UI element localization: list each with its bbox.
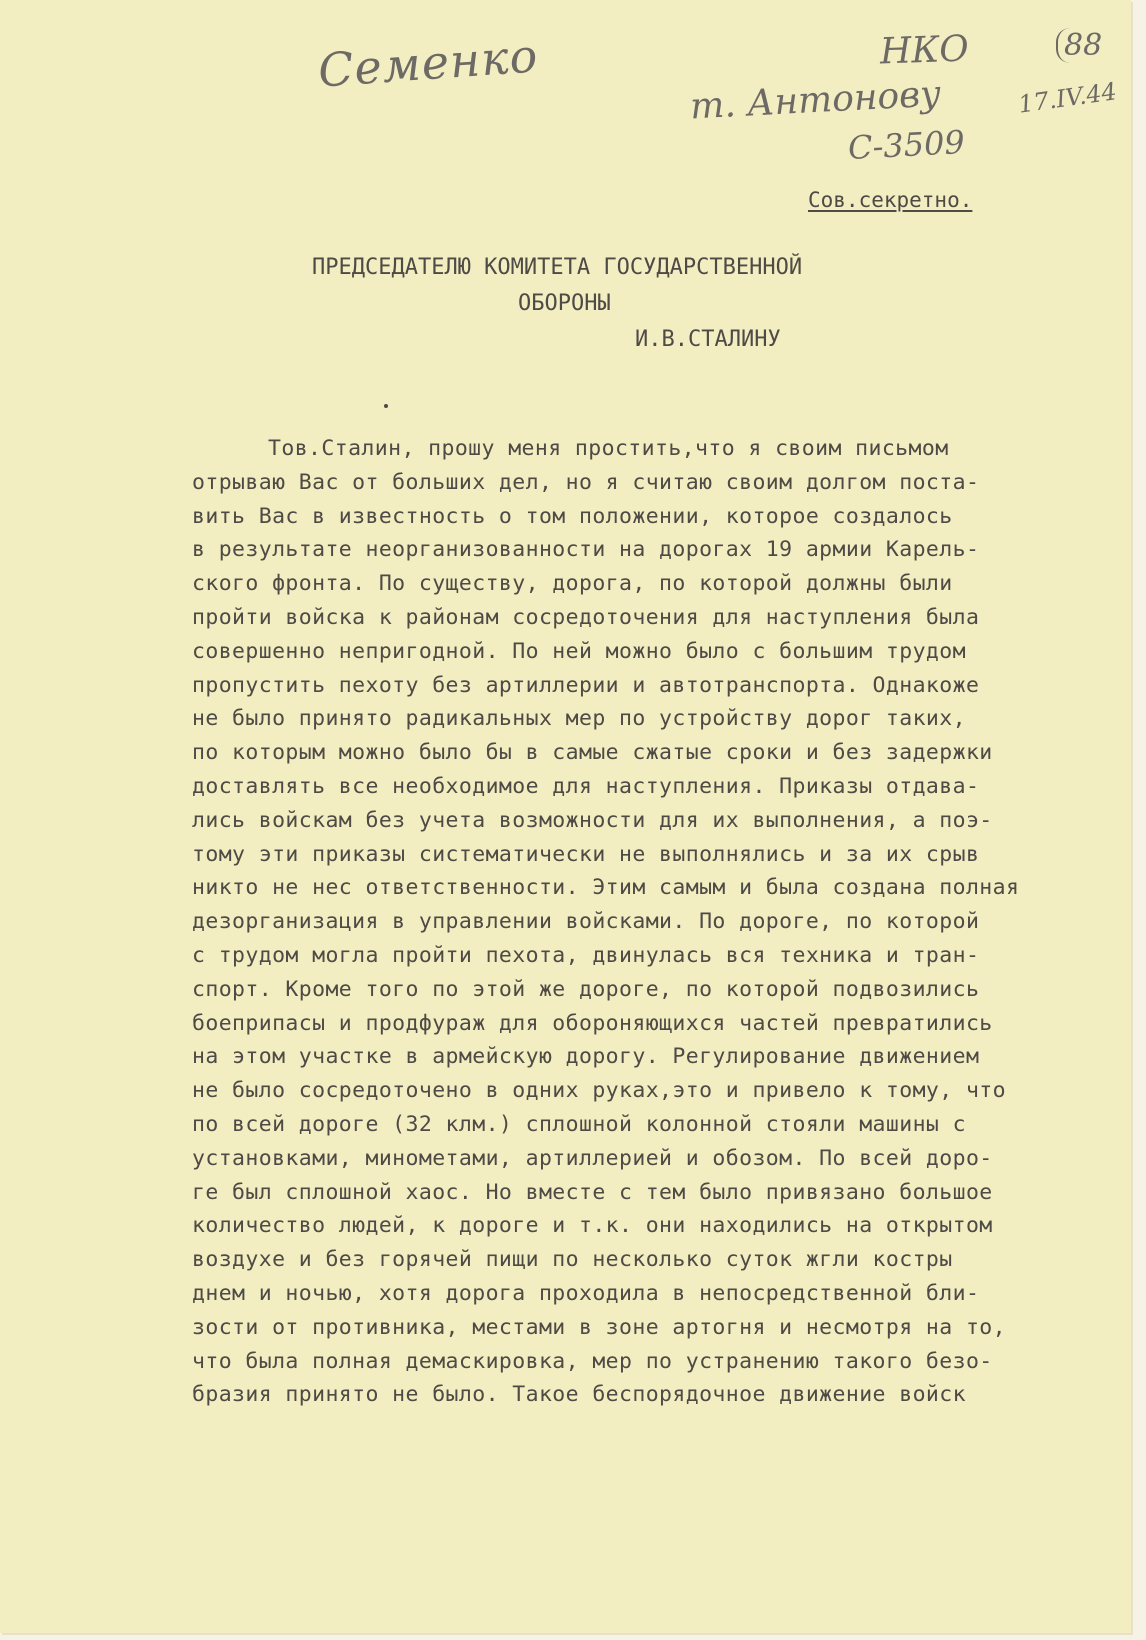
body-line: пройти войска к районам сосредоточения для наступления была bbox=[192, 604, 980, 630]
body-line: никто не нес ответственности. Этим самым и была создана полная bbox=[192, 875, 1020, 901]
body-line: ского фронта. По существу, дорога, по которой должны были bbox=[192, 571, 953, 597]
body-line: по всей дороге (32 клм.) сплошной колонной стояли машины с bbox=[192, 1111, 966, 1137]
stray-ink-dot bbox=[384, 404, 388, 408]
body-line: дезорганизация в управлении войсками. По дороге, по которой bbox=[192, 909, 980, 935]
body-line: ге был сплошной хаос. Но вместе с тем было привязано большое bbox=[192, 1179, 993, 1205]
body-line: доставлять все необходимое для наступления. Приказы отдава- bbox=[192, 773, 980, 799]
handwritten-sheet-number: 88 bbox=[1056, 28, 1102, 63]
body-line: по которым можно было бы в самые сжатые сроки и без задержки bbox=[192, 740, 993, 766]
body-line: не было сосредоточено в одних руках,это и привело к тому, что bbox=[192, 1078, 1006, 1104]
body-line: зости от противника, местами в зоне артогня и несмотря на то, bbox=[192, 1314, 1006, 1340]
body-line: на этом участке в армейскую дорогу. Регулирование движением bbox=[192, 1044, 980, 1070]
handwritten-surname: Семенко bbox=[316, 28, 540, 98]
handwritten-department: НКО bbox=[879, 28, 970, 73]
addressee-line: И.В.СТАЛИНУ bbox=[635, 327, 781, 352]
body-line: совершенно непригодной. По ней можно было с большим трудом bbox=[192, 638, 966, 664]
addressee-block bbox=[300, 250, 802, 358]
body-line: установками, минометами, артиллерией и обозом. По всей доро- bbox=[192, 1145, 993, 1171]
body-line: в результате неорганизованности на дорогах 19 армии Карель- bbox=[192, 537, 980, 563]
body-line: что была полная демаскировка, мер по устранению такого безо- bbox=[192, 1348, 993, 1374]
body-line: пропустить пехоту без артиллерии и автотранспорта. Однакоже bbox=[192, 672, 980, 698]
addressee-line: ПРЕДСЕДАТЕЛЮ КОМИТЕТА ГОСУДАРСТВЕННОЙ bbox=[312, 255, 803, 280]
body-line: вить Вас в известность о том положении, которое создалось bbox=[192, 503, 953, 529]
body-line: с трудом могла пройти пехота, двинулась вся техника и тран- bbox=[192, 942, 980, 968]
handwritten-date: 17.IV.44 bbox=[1016, 77, 1119, 119]
letter-body bbox=[192, 432, 1019, 1412]
body-line: Тов.Сталин, прошу меня простить,что я своим письмом bbox=[268, 436, 949, 461]
body-line: количество людей, к дороге и т.к. они находились на открытом bbox=[192, 1213, 993, 1239]
body-line: лись войскам без учета возможности для их выполнения, а поэ- bbox=[192, 807, 993, 833]
body-line: бразия принято не было. Такое беспорядочное движение войск bbox=[192, 1382, 966, 1408]
body-line: отрываю Вас от больших дел, но я считаю своим долгом поста- bbox=[192, 469, 980, 495]
body-line: днем и ночью, хотя дорога проходила в непосредственной бли- bbox=[192, 1280, 980, 1306]
body-line: тому эти приказы систематически не выполнялись и за их срыв bbox=[192, 841, 980, 867]
addressee-line: ОБОРОНЫ bbox=[518, 291, 611, 316]
handwritten-addressee: т. Антонову bbox=[689, 73, 942, 128]
handwritten-incoming-number: С-3509 bbox=[847, 122, 966, 168]
body-line: не было принято радикальных мер по устройству дорог таких, bbox=[192, 706, 966, 732]
body-line: боеприпасы и продфураж для обороняющихся частей превратились bbox=[192, 1010, 993, 1036]
body-line: спорт. Кроме того по этой же дороге, по которой подвозились bbox=[192, 976, 980, 1002]
classification-stamp: Сов.секретно. bbox=[808, 188, 973, 212]
body-line: воздухе и без горячей пищи по несколько суток жгли костры bbox=[192, 1247, 953, 1273]
